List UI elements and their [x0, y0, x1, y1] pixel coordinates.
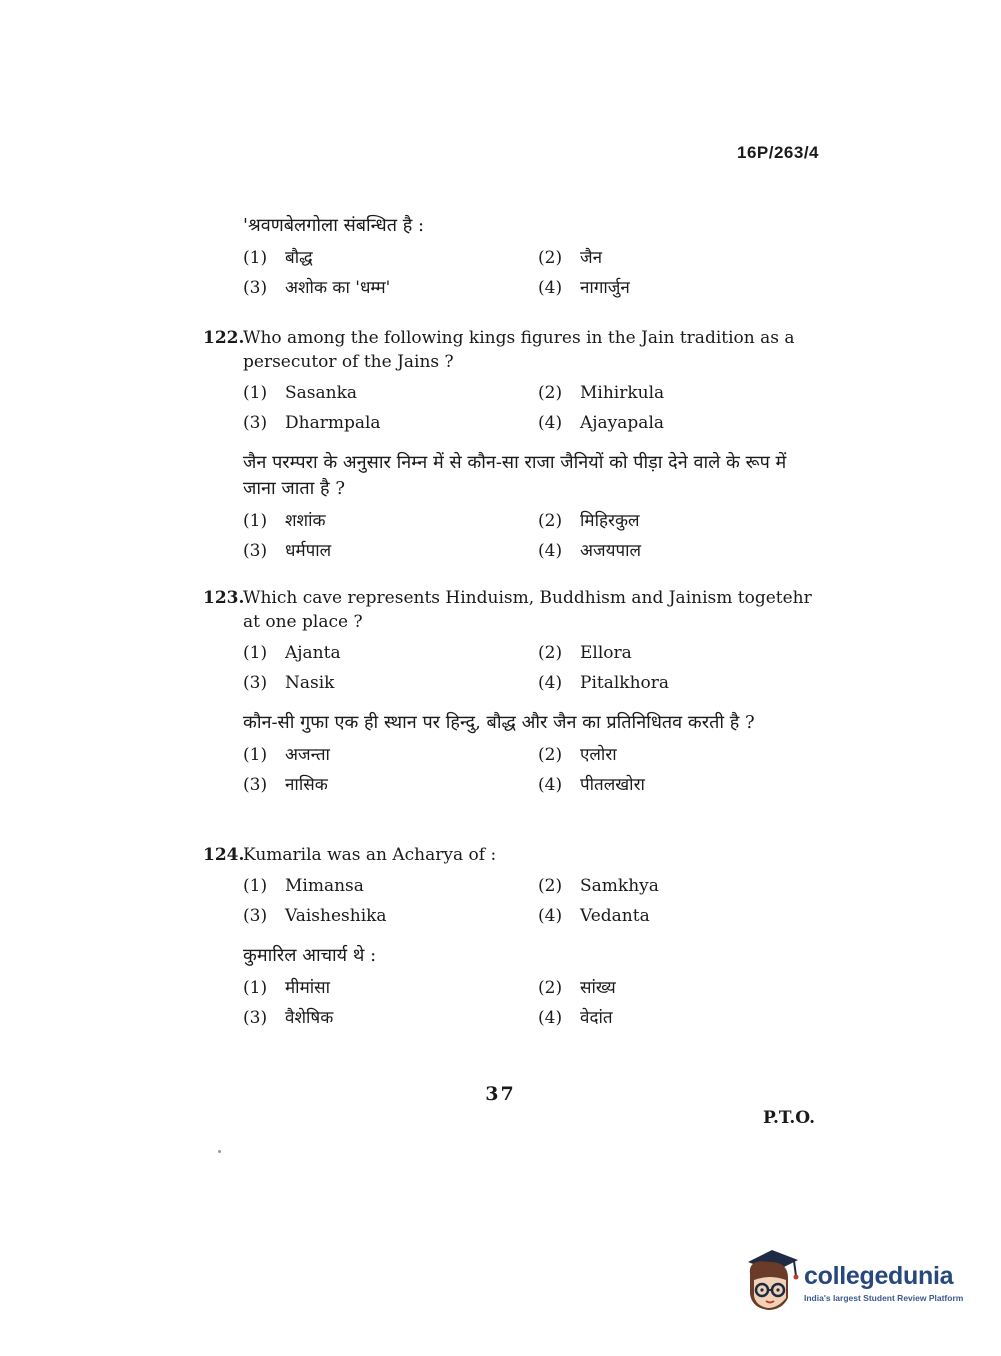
question-123-english: [203, 586, 823, 634]
scan-speck: [218, 1150, 221, 1153]
option: [243, 243, 538, 273]
question-124: [203, 843, 823, 1033]
option: [538, 901, 833, 931]
option-text: Mihirkula: [580, 383, 665, 403]
option-text: Sasanka: [285, 383, 358, 403]
option-text: अशोक का 'धम्म': [285, 278, 391, 298]
option-text: Vaisheshika: [285, 906, 387, 926]
option: [243, 973, 538, 1003]
option-number: (3): [243, 775, 268, 795]
option-number: (2): [538, 511, 563, 531]
question-122-english-options: [203, 378, 823, 438]
option: [538, 408, 833, 438]
option-number: (2): [538, 383, 563, 403]
question-number: 124.: [203, 845, 245, 865]
spacer: [203, 698, 823, 710]
option: [243, 408, 538, 438]
option-number: (4): [538, 1008, 563, 1028]
option: [243, 668, 538, 698]
option-text: Ajanta: [285, 643, 341, 663]
question-124-english: [203, 843, 823, 867]
mascot-icon: [742, 1248, 802, 1318]
spacer: [203, 438, 823, 450]
question-124-english-options: [203, 871, 823, 931]
question-text: Who among the following kings figures in the Jain tradition as a persecutor of the Jains ?: [243, 328, 795, 372]
option-number: (1): [243, 383, 268, 403]
option-number: (1): [243, 643, 268, 663]
question-123-hindi-options: [203, 740, 823, 800]
option-text: वेदांत: [580, 1008, 613, 1028]
option-text: Dharmpala: [285, 413, 381, 433]
option: [538, 378, 833, 408]
question-number: 122.: [203, 328, 245, 348]
question-number: 123.: [203, 588, 245, 608]
option: [538, 243, 833, 273]
option-text: शशांक: [285, 511, 326, 531]
pto-label: P.T.O.: [763, 1108, 815, 1128]
option: [538, 770, 833, 800]
option-text: Samkhya: [580, 876, 659, 896]
option-text: Ellora: [580, 643, 632, 663]
option: [243, 506, 538, 536]
question-122-hindi-options: [203, 506, 823, 566]
option: [243, 871, 538, 901]
option: [243, 901, 538, 931]
option-number: (3): [243, 1008, 268, 1028]
option-text: एलोरा: [580, 745, 617, 765]
option-number: (3): [243, 906, 268, 926]
spacer: [203, 931, 823, 943]
option-text: मिहिरकुल: [580, 511, 640, 531]
question-123-english-options: [203, 638, 823, 698]
option-number: (4): [538, 775, 563, 795]
option-number: (1): [243, 511, 268, 531]
option-number: (4): [538, 541, 563, 561]
option-text: Pitalkhora: [580, 673, 670, 693]
option-number: (2): [538, 745, 563, 765]
option-text: बौद्ध: [285, 248, 313, 268]
option-number: (2): [538, 248, 563, 268]
option-text: Vedanta: [580, 906, 650, 926]
question-124-hindi-options: [203, 973, 823, 1033]
option-number: (3): [243, 413, 268, 433]
question-text: Kumarila was an Acharya of :: [243, 845, 497, 865]
option: [243, 638, 538, 668]
option-text: अजयपाल: [580, 541, 642, 561]
option-number: (3): [243, 278, 268, 298]
option-text: नासिक: [285, 775, 328, 795]
option-text: Mimansa: [285, 876, 364, 896]
question-121-hindi-options: [203, 243, 823, 303]
collegedunia-logo: [742, 1248, 972, 1318]
option: [538, 1003, 833, 1033]
option: [538, 871, 833, 901]
option: [538, 740, 833, 770]
question-124-hindi: कुमारिल आचार्य थे :: [243, 945, 377, 966]
option-number: (2): [538, 876, 563, 896]
option: [243, 740, 538, 770]
question-122-english: [203, 326, 823, 374]
option: [243, 1003, 538, 1033]
option-number: (3): [243, 673, 268, 693]
page-number: 37: [485, 1083, 516, 1105]
logo-text: [804, 1262, 963, 1303]
logo-tagline: India's largest Student Review Platform: [804, 1293, 964, 1303]
option: [538, 273, 833, 303]
paper-code: 16P/263/4: [736, 143, 819, 162]
option-text: नागार्जुन: [580, 278, 630, 298]
option-number: (2): [538, 643, 563, 663]
option: [243, 770, 538, 800]
option-text: पीतलखोरा: [580, 775, 645, 795]
logo-name: collegedunia: [804, 1262, 954, 1290]
option-number: (1): [243, 876, 268, 896]
question-123: [203, 586, 823, 800]
option: [538, 638, 833, 668]
option: [538, 668, 833, 698]
question-121: [203, 213, 823, 303]
option: [243, 378, 538, 408]
option: [538, 506, 833, 536]
option-text: मीमांसा: [285, 978, 331, 998]
option-number: (1): [243, 978, 268, 998]
option-number: (4): [538, 906, 563, 926]
option-number: (3): [243, 541, 268, 561]
option-text: सांख्य: [580, 978, 616, 998]
option-number: (1): [243, 248, 268, 268]
question-122: [203, 326, 823, 566]
question-123-hindi: कौन-सी गुफा एक ही स्थान पर हिन्दु, बौद्ध और जैन का प्रतिनिधितव करती है ?: [243, 712, 755, 733]
option-text: जैन: [580, 248, 603, 268]
question-121-hindi: 'श्रवणबेलगोला संबन्धित है :: [243, 215, 425, 236]
question-122-hindi: जैन परम्परा के अनुसार निम्न में से कौन-सा राजा जैनियों को पीड़ा देने वाले के रूप में जाना जाता है ?: [243, 452, 787, 499]
option-text: अजन्ता: [285, 745, 330, 765]
option-text: Ajayapala: [580, 413, 665, 433]
option-number: (4): [538, 673, 563, 693]
option-number: (4): [538, 278, 563, 298]
option-number: (2): [538, 978, 563, 998]
option-number: (1): [243, 745, 268, 765]
option-number: (4): [538, 413, 563, 433]
option: [538, 973, 833, 1003]
option-text: धर्मपाल: [285, 541, 332, 561]
question-text: Which cave represents Hinduism, Buddhism and Jainism togetehr at one place ?: [243, 588, 812, 632]
option-text: Nasik: [285, 673, 335, 693]
option: [538, 536, 833, 566]
option: [243, 536, 538, 566]
option-text: वैशेषिक: [285, 1008, 334, 1028]
option: [243, 273, 538, 303]
